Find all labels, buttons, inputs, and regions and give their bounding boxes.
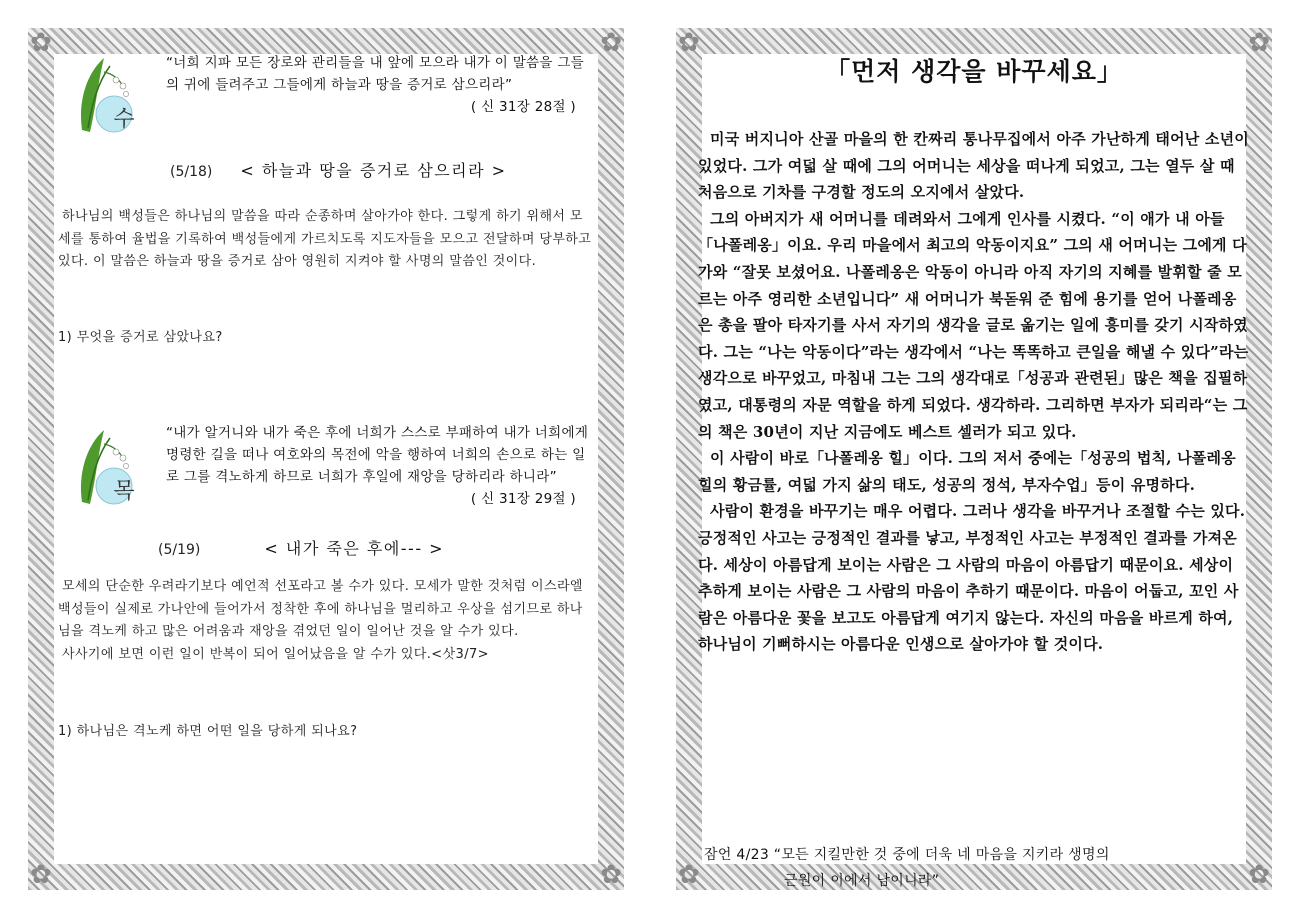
- right-page: [676, 28, 1272, 890]
- flower-ornament-icon: ✿: [600, 860, 622, 890]
- article-paragraph: 그의 아버지가 새 어머니를 데려와서 그에게 인사를 시켰다. “이 애가 내 아들「나폴레옹」이요. 우리 마을에서 최고의 악동이지요” 그의 새 어머니는 그에게 다가와 “잘못 보셨어요. 나폴레옹은 악동이 아니라 아직 자기의 지혜를 발휘할 줄 모르는 아주 영리한 소년입니다” 새 어머니가 북돋워 준 힘에 용기를 얻어 나폴레옹은 총을 팔아 타자기를 사서 자기의 생각을 글로 옮기는 일에 흥미를 갖기 시작하였다. 그는 “나는 악동이다”라는 생각에서 “나는 똑똑하고 큰일을 해낼 수 있다”라는 생각으로 바꾸었고, 마침내 그는 그의 생각대로「성공과 관련된」많은 책을 집필하였고, 대통령의 자문 역할을 하게 되었다. 생각하라. 그리하면 부자가 되리라“는 그의 책은 30년이 지난 지금에도 베스트 셀러가 되고 있다.: [698, 209, 1249, 441]
- day-title: < 하늘과 땅을 증거로 삼으리라 >: [240, 161, 507, 180]
- article-title: 「먼저 생각을 바꾸세요」: [825, 57, 1123, 86]
- devotion-body: [58, 576, 594, 666]
- body-paragraph: 하나님의 백성들은 하나님의 말씀을 따라 순종하며 살아가야 한다. 그렇게 하기 위해서 모세를 통하여 율법을 기록하여 백성들에게 가르치도록 지도자들을 모으고 전달하며 당부하고 있다. 이 말씀은 하늘과 땅을 증거로 삼아 영원히 지켜야 할 사명의 말씀인 것이다.: [58, 209, 592, 269]
- question: 1) 하나님은 격노케 하면 어떤 일을 당하게 되나요?: [58, 724, 358, 739]
- article-body: [698, 126, 1250, 658]
- left-page-content: [58, 52, 594, 862]
- verse-text: “너희 지파 모든 장로와 관리들을 내 앞에 모으라 내가 이 말씀을 그들의 귀에 들려주고 그들에게 하늘과 땅을 증거로 삼으리라”: [166, 55, 585, 93]
- verse-quote: [166, 52, 592, 118]
- flower-ornament-icon: ✿: [600, 28, 622, 58]
- flower-ornament-icon: ✿: [30, 28, 52, 58]
- badge-label: 목: [113, 479, 135, 504]
- left-page: [28, 28, 624, 890]
- verse-text: “내가 알거니와 내가 죽은 후에 너희가 스스로 부패하여 내가 너희에게 명령한 길을 떠나 여호와의 목전에 악을 행하여 너희의 손으로 하는 일로 그를 격노하게 하므로 너희가 후일에 재앙을 당하리라 하니라”: [166, 425, 589, 485]
- verse-reference: ( 신 31장 29절 ): [470, 491, 576, 507]
- day-date: (5/19): [158, 542, 201, 558]
- article-paragraph: 사람이 환경을 바꾸기는 매우 어렵다. 그러나 생각을 바꾸거나 조절할 수는 있다. 긍정적인 사고는 긍정적인 결과를 낳고, 부정적인 사고는 부정적인 결과를 가져온다. 세상이 아름답게 보이는 사람은 그 사람의 마음이 아름답기 때문이요. 세상이 추하게 보이는 사람은 그 사람의 마음이 추하기 때문이다. 마음이 어둡고, 꼬인 사람은 아름다운 꽃을 보고도 아름답게 여기지 않는다. 자신의 마음을 바르게 하여, 하나님이 기뻐하시는 아름다운 인생으로 살아가야 할 것이다.: [698, 502, 1246, 654]
- closing-verse-line: 근원이 이에서 남이니라”: [784, 873, 940, 889]
- closing-verse-line: 잠언 4/23 “모든 지킬만한 것 중에 더욱 네 마음을 지키라 생명의: [704, 847, 1110, 863]
- closing-verse: [704, 842, 1242, 894]
- day-heading: [170, 158, 507, 181]
- flower-ornament-icon: ✿: [1248, 860, 1270, 890]
- flower-ornament-icon: ✿: [30, 860, 52, 890]
- flower-ornament-icon: ✿: [678, 28, 700, 58]
- article-paragraph: 미국 버지니아 산골 마을의 한 칸짜리 통나무집에서 아주 가난하게 태어난 소년이 있었다. 그가 여덟 살 때에 그의 어머니는 세상을 떠나게 되었고, 그는 열두 살 때 처음으로 기차를 구경할 정도의 오지에서 살았다.: [698, 130, 1249, 202]
- flower-ornament-icon: ✿: [1248, 28, 1270, 58]
- day-date: (5/18): [170, 164, 213, 180]
- verse-reference: ( 신 31장 28절 ): [470, 99, 576, 115]
- right-page-content: [698, 52, 1249, 889]
- verse-quote: [166, 422, 592, 510]
- body-paragraph: 사사기에 보면 이런 일이 반복이 되어 일어났음을 알 수가 있다.<삿3/7>: [62, 646, 489, 662]
- badge-label: 수: [113, 107, 135, 132]
- day-heading: [158, 536, 444, 559]
- body-paragraph: 모세의 단순한 우려라기보다 예언적 선포라고 볼 수가 있다. 모세가 말한 것처럼 이스라엘 백성들이 실제로 가나안에 들어가서 정착한 후에 하나님을 멀리하고 우상을 섬기므로 하나님을 격노케 하고 많은 어려움과 재앙을 겪었던 일이 일어난 것을 알 수가 있다.: [58, 579, 583, 639]
- article-paragraph: 이 사람이 바로「나폴레옹 힐」이다. 그의 저서 중에는「성공의 법칙, 나폴레옹 힐의 황금률, 여덟 가지 삶의 태도, 성공의 정석, 부자수업」등이 유명하다.: [698, 449, 1236, 494]
- day-title: < 내가 죽은 후에--- >: [264, 539, 445, 558]
- question: 1) 무엇을 증거로 삼았나요?: [58, 330, 223, 345]
- devotion-body: [58, 206, 594, 274]
- flower-ornament-icon: ✿: [678, 860, 700, 890]
